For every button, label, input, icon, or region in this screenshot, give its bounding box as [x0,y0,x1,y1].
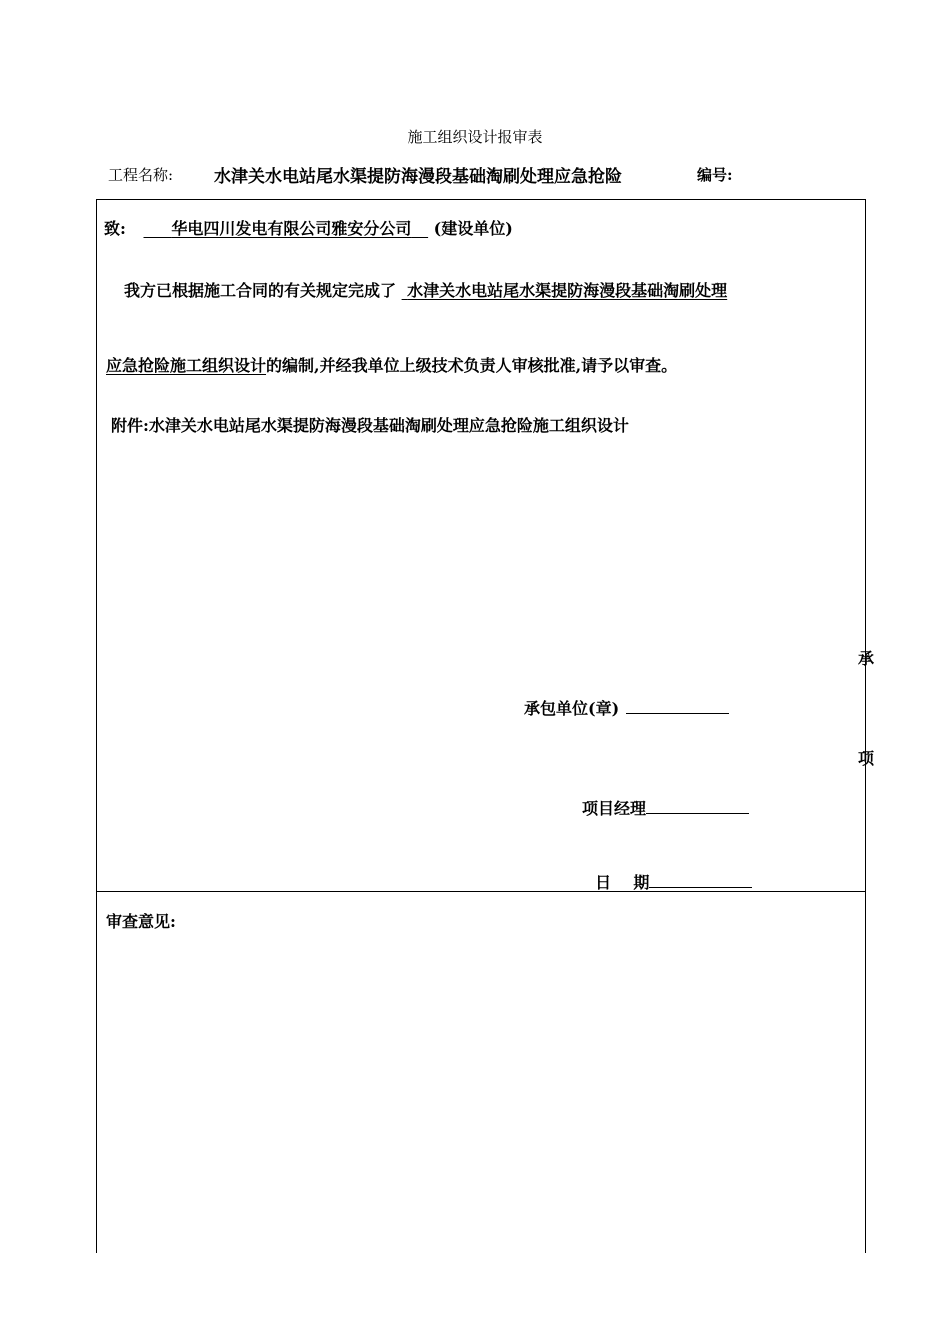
margin-char-1: 承 [858,649,875,668]
recipient-name: 华电四川发电有限公司雅安分公司 [171,219,412,238]
statement-prefix: 我方已根据施工合同的有关规定完成了 [124,281,397,300]
margin-char-2: 项 [858,749,875,768]
date-label: 日 期 [595,873,650,892]
statement-line-2 [106,353,677,376]
document-title: 施工组织设计报审表 [407,128,543,146]
date-blank[interactable] [649,873,752,888]
contractor-signature-line [524,696,729,719]
form-border-left [96,199,97,1253]
document-number-label: 编号: [697,166,733,184]
project-name-label: 工程名称: [108,166,174,184]
statement-line-1 [124,278,727,301]
attachment-line: 附件:水津关水电站尾水渠提防海漫段基础淘刷处理应急抢险施工组织设计 [111,416,629,435]
submission-to-line [104,216,513,239]
manager-signature-line [582,796,749,819]
project-name-value: 水津关水电站尾水渠提防海漫段基础淘刷处理应急抢险 [214,167,622,187]
manager-blank[interactable] [646,799,749,814]
form-border-top [96,199,866,200]
to-label: 致: [104,219,126,238]
contractor-blank[interactable] [626,699,729,714]
statement-suffix: 的编制,并经我单位上级技术负责人审核批准,请予以审查。 [266,356,678,375]
review-opinion-label: 审查意见: [106,912,176,931]
manager-label: 项目经理 [582,799,647,818]
contractor-label: 承包单位(章) [524,699,620,718]
form-border-right [865,199,866,1253]
recipient-role: (建设单位) [433,219,513,238]
date-signature-line [584,851,752,893]
statement-subject-2: 应急抢险施工组织设计 [106,356,267,375]
statement-subject-1: 水津关水电站尾水渠提防海漫段基础淘刷处理 [407,281,728,300]
